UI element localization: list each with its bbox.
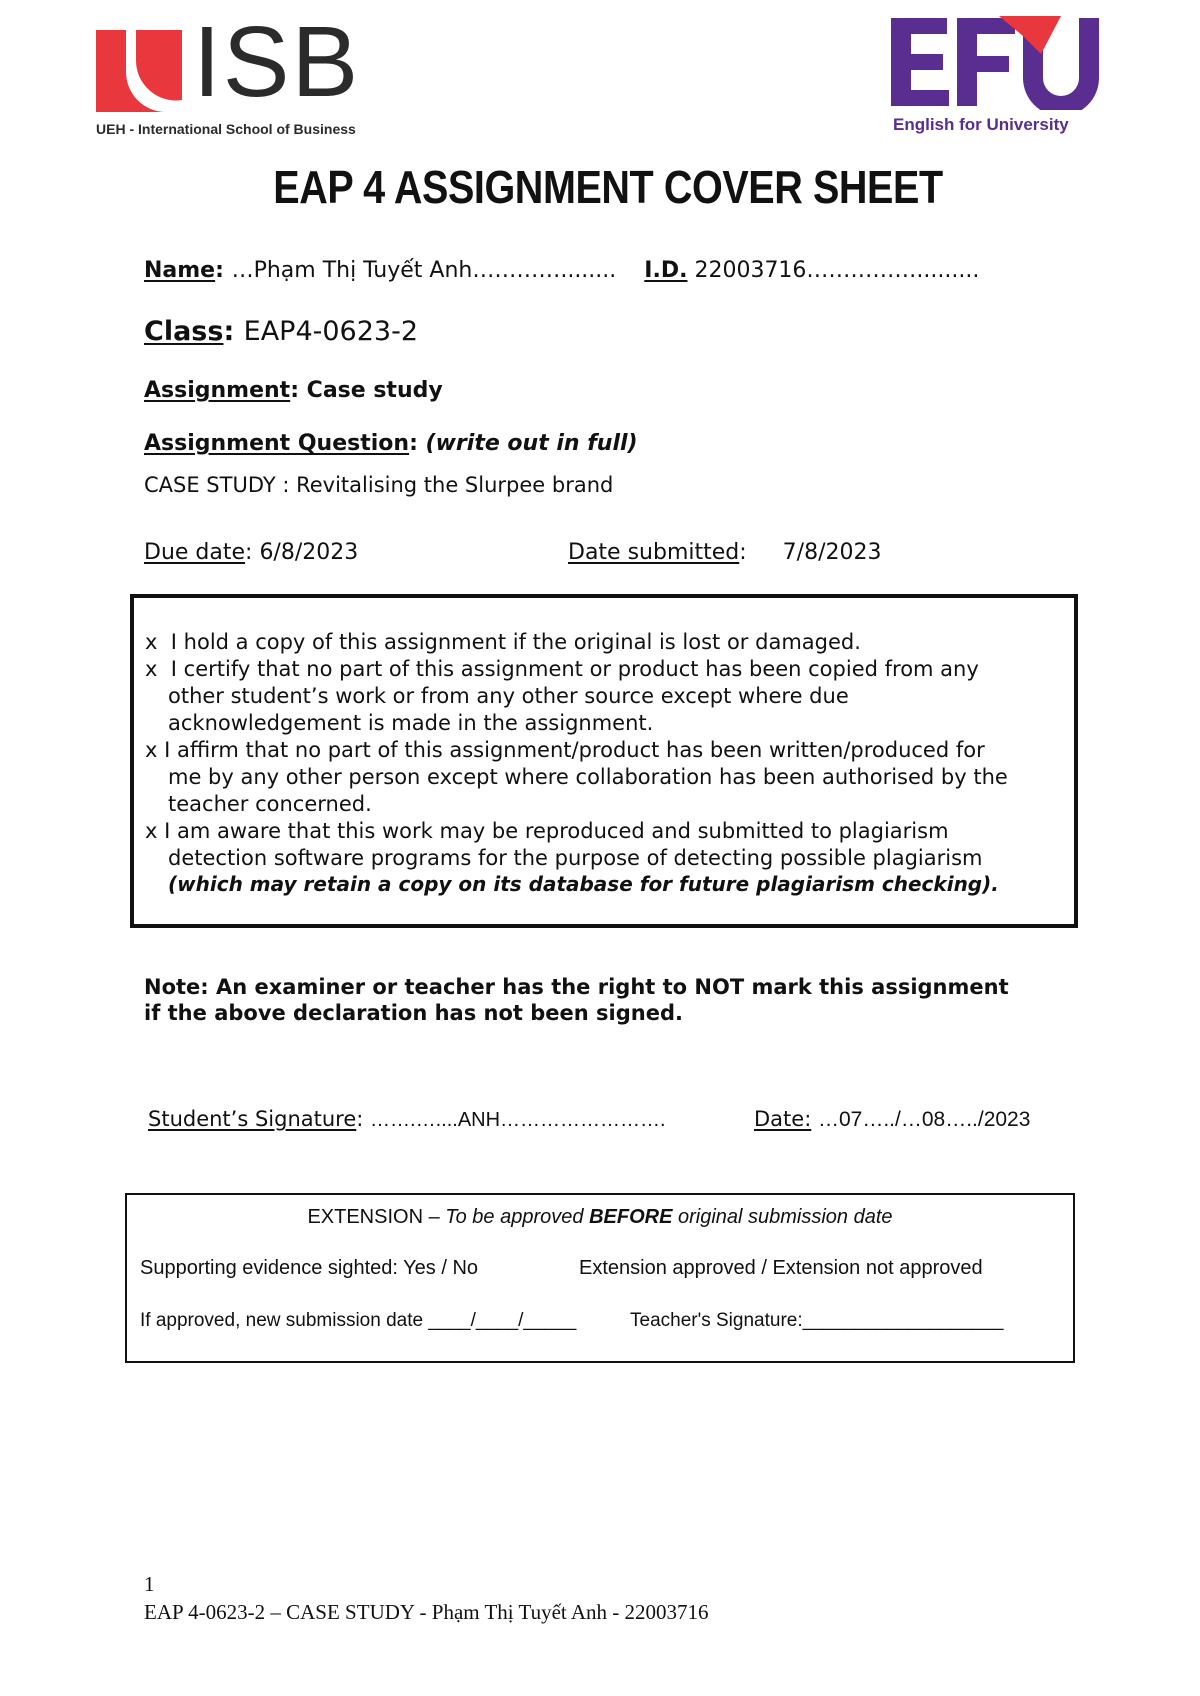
note-line-1: Note: An examiner or teacher has the right to NOT mark this assignment xyxy=(144,975,1009,999)
footer-text: EAP 4-0623-2 – CASE STUDY - Phạm Thị Tuyết Anh - 22003716 xyxy=(144,1600,709,1624)
declaration-mark: x xyxy=(145,657,158,681)
due-date-row: Due date: 6/8/2023 xyxy=(144,540,359,565)
declaration-line-7: teacher concerned. xyxy=(168,792,372,816)
name-id-row: Name: …Phạm Thị Tuyết Anh…………........ I.D. 22003716……………......... xyxy=(144,258,980,283)
student-signature-row: Student’s Signature: …….…....ANH……………………. xyxy=(148,1107,666,1131)
declaration-line-5: x I affirm that no part of this assignment/product has been written/produced for xyxy=(145,738,985,762)
assignment-label: Assignment xyxy=(144,378,291,403)
assignment-question-hint: (write out in full) xyxy=(425,431,638,456)
declaration-line-9: detection software programs for the purpose of detecting possible plagiarism xyxy=(168,846,983,870)
id-label: I.D. xyxy=(644,258,688,283)
declaration-line-1: x I hold a copy of this assignment if the original is lost or damaged. xyxy=(145,630,861,654)
student-signature-value: …….…....ANH……………………. xyxy=(370,1109,666,1131)
signature-date-label: Date: xyxy=(754,1107,812,1131)
efu-logo-mark xyxy=(891,14,1099,110)
assignment-question-text: CASE STUDY : Revitalising the Slurpee brand xyxy=(144,473,614,497)
efu-subtitle: English for University xyxy=(893,115,1069,134)
id-value: 22003716……………......... xyxy=(694,258,980,283)
declaration-mark: x xyxy=(145,630,158,654)
class-label: Class xyxy=(144,316,224,347)
assignment-question-label: Assignment Question xyxy=(144,431,410,456)
isb-subtitle: UEH - International School of Business xyxy=(96,121,356,137)
isb-logo-mark xyxy=(96,30,182,112)
extension-approval: Extension approved / Extension not approved xyxy=(579,1257,983,1279)
date-submitted-label: Date submitted xyxy=(568,540,740,565)
class-row: Class: EAP4-0623-2 xyxy=(144,316,419,347)
assignment-row: Assignment: Case study xyxy=(144,378,443,403)
page-number: 1 xyxy=(144,1572,155,1596)
due-date-label: Due date xyxy=(144,540,246,565)
declaration-line-8: x I am aware that this work may be reproduced and submitted to plagiarism xyxy=(145,819,949,843)
note-line-2: if the above declaration has not been signed. xyxy=(144,1001,683,1025)
declaration-line-3: other student’s work or from any other source except where due xyxy=(168,684,849,708)
supporting-evidence: Supporting evidence sighted: Yes / No xyxy=(140,1257,479,1279)
signature-date-row xyxy=(754,1107,1030,1132)
student-signature-label: Student’s Signature xyxy=(148,1107,357,1131)
date-submitted-row: Date submitted: 7/8/2023 xyxy=(568,540,882,565)
isb-logo-text: ISB xyxy=(193,6,361,118)
assignment-value: Case study xyxy=(306,378,443,403)
class-value: EAP4-0623-2 xyxy=(243,316,419,347)
teacher-signature: Teacher's Signature:___________________ xyxy=(630,1310,1004,1331)
declaration-line-2: x I certify that no part of this assignment or product has been copied from any xyxy=(145,657,979,681)
new-submission-date: If approved, new submission date ____/____/_____ xyxy=(140,1310,577,1331)
extension-heading: EXTENSION – To be approved BEFORE original submission date xyxy=(307,1206,893,1228)
signature-date-value: …07…../…08…../2023 xyxy=(817,1108,1031,1131)
name-value: …Phạm Thị Tuyết Anh…………........ xyxy=(231,258,617,283)
name-label: Name xyxy=(144,258,216,283)
assignment-question-row: Assignment Question: (write out in full) xyxy=(144,431,638,456)
declaration-line-4: acknowledgement is made in the assignment. xyxy=(168,711,654,735)
due-date-value: 6/8/2023 xyxy=(259,540,359,565)
declaration-line-10: (which may retain a copy on its database for future plagiarism checking). xyxy=(168,872,999,896)
declaration-mark: x xyxy=(145,819,158,843)
date-submitted-value: 7/8/2023 xyxy=(782,540,882,565)
declaration-mark: x xyxy=(145,738,158,762)
page-title: EAP 4 ASSIGNMENT COVER SHEET xyxy=(273,161,943,213)
declaration-line-6: me by any other person except where collaboration has been authorised by the xyxy=(168,765,1008,789)
